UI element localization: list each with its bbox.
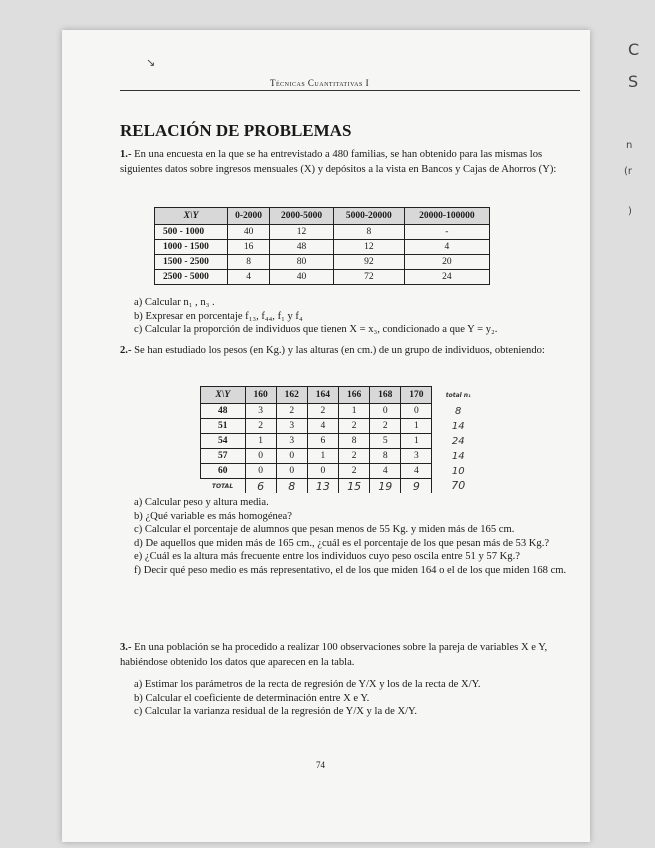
table-cell: 0: [276, 449, 307, 464]
problem-item: c) Calcular el porcentaje de alumnos que pesan menos de 55 Kg. y miden más de 165 cm.: [134, 524, 515, 535]
problem-item: d) De aquellos que miden más de 165 cm., ¿cuál es el porcentaje de los que pesan más de 53 Kg.?: [134, 537, 550, 549]
problem-2: [120, 344, 580, 359]
table-cell: 2: [370, 419, 401, 434]
header-rule: [120, 90, 580, 91]
problem-item: a) Calcular peso y altura media.: [134, 497, 269, 508]
table-header-cell: 164: [307, 387, 338, 404]
table-row: [155, 270, 490, 285]
table-header-cell: 2000-5000: [270, 208, 334, 225]
table-cell: -: [404, 225, 489, 240]
table-header-cell: X\Y: [201, 387, 246, 404]
problem-3-number: 3.-: [120, 642, 132, 653]
table-cell: 92: [333, 255, 404, 270]
problem-1-intro: En una encuesta en la que se ha entrevistado a 480 familias, se han obtenido para las mismas los siguientes datos sobre ingresos mensuales (X) y depósitos a la vista en Bancos y Cajas de Ahorros (Y):: [120, 149, 557, 175]
table-header-cell: 170: [401, 387, 432, 404]
table-cell: 40: [270, 270, 334, 285]
table-row: [155, 240, 490, 255]
edge-mark: S: [628, 72, 639, 91]
table-cell: 16: [228, 240, 270, 255]
table-cell: 1: [401, 434, 432, 449]
problem-item: c) Calcular la varianza residual de la regresión de Y/X y la de X/Y.: [134, 706, 417, 717]
problem-item: b) ¿Qué variable es más homogénea?: [134, 510, 292, 522]
running-header: Técnicas Cuantitativas I: [270, 78, 370, 88]
table-cell: 2: [339, 464, 370, 479]
table-cell: 0: [245, 464, 276, 479]
table-cell: 0: [401, 404, 432, 419]
problem-item: c) Calcular la proporción de individuos que tienen X = x₃, condicionado a que Y = y₂.: [134, 324, 498, 335]
table-cell: 4: [401, 464, 432, 479]
table-header-cell: 162: [276, 387, 307, 404]
handwritten-row-total: 10: [432, 464, 484, 479]
handwritten-col-total: 13: [307, 479, 338, 494]
table-header-cell: 20000-100000: [404, 208, 489, 225]
problem-item: a) Calcular n₁ , n₃ .: [134, 297, 215, 308]
table-cell: 4: [228, 270, 270, 285]
table-cell: 8: [339, 434, 370, 449]
table-cell: 500 - 1000: [155, 225, 228, 240]
table-cell: 2: [276, 404, 307, 419]
table-row: [201, 449, 485, 464]
income-deposit-table: [154, 207, 490, 285]
problem-1: [120, 148, 580, 177]
table-cell: 2: [339, 419, 370, 434]
handwritten-col-total: 8: [276, 479, 307, 494]
table-cell: 51: [201, 419, 246, 434]
table-cell: 72: [333, 270, 404, 285]
table-cell: 1: [401, 419, 432, 434]
table-header-cell: 160: [245, 387, 276, 404]
problem-item: b) Calcular el coeficiente de determinación entre X e Y.: [134, 692, 370, 704]
handwritten-col-total: 6: [245, 479, 276, 494]
table-header-cell: 168: [370, 387, 401, 404]
page-number: 74: [316, 760, 325, 770]
table-cell: 3: [276, 434, 307, 449]
table-cell: 48: [270, 240, 334, 255]
problem-2-items: [134, 496, 584, 577]
table-cell: 8: [370, 449, 401, 464]
table-cell: 1: [307, 449, 338, 464]
table-cell: 6: [307, 434, 338, 449]
table-cell: 1500 - 2500: [155, 255, 228, 270]
problem-item: b) Expresar en porcentaje f₁₃, f₄₄, f₁ y f₄: [134, 310, 303, 322]
handwritten-total-row: [201, 479, 485, 494]
table-row: [201, 419, 485, 434]
table-cell: 0: [245, 449, 276, 464]
weight-height-table: [200, 386, 484, 493]
edge-mark: n: [626, 140, 633, 151]
handwritten-row-total: 24: [432, 434, 484, 449]
problem-3: [120, 641, 580, 670]
table-row: [201, 464, 485, 479]
table-cell: 60: [201, 464, 246, 479]
table-cell: 0: [276, 464, 307, 479]
table-cell: 57: [201, 449, 246, 464]
table-cell: 1: [245, 434, 276, 449]
handwritten-col-total: 9: [401, 479, 432, 494]
table-cell: 40: [228, 225, 270, 240]
table-header-row: [201, 387, 485, 404]
table-cell: 48: [201, 404, 246, 419]
handwritten-row-total: 14: [432, 419, 484, 434]
table-cell: 80: [270, 255, 334, 270]
handwritten-row-total: 8: [432, 404, 484, 419]
table-cell: 3: [401, 449, 432, 464]
total-label: TOTAL: [211, 482, 234, 490]
table-cell: 2500 - 5000: [155, 270, 228, 285]
table-cell: 12: [333, 240, 404, 255]
table-header-cell: 166: [339, 387, 370, 404]
edge-mark: ): [628, 206, 632, 217]
document-page: [62, 30, 590, 842]
table-cell: 2: [307, 404, 338, 419]
table-header-row: [155, 208, 490, 225]
ink-mark: ↘: [146, 56, 156, 69]
table-cell: 12: [270, 225, 334, 240]
handwritten-header: total n₁: [432, 387, 484, 404]
table-cell: 0: [307, 464, 338, 479]
handwritten-row-total: 14: [432, 449, 484, 464]
table-cell: 8: [333, 225, 404, 240]
table-cell: 20: [404, 255, 489, 270]
problem-1-number: 1.-: [120, 149, 132, 160]
handwritten-col-total: 19: [370, 479, 401, 494]
table-row: [201, 434, 485, 449]
table-cell: 24: [404, 270, 489, 285]
table-header-cell: X\Y: [155, 208, 228, 225]
table-header-cell: 0-2000: [228, 208, 270, 225]
problem-1-items: [134, 296, 584, 337]
table-cell: 3: [276, 419, 307, 434]
table-cell: 4: [404, 240, 489, 255]
edge-mark: (r: [624, 166, 633, 177]
table-cell: 2: [245, 419, 276, 434]
problem-3-intro: En una población se ha procedido a realizar 100 observaciones sobre la pareja de variables X e Y, habiéndose obtenido los datos que aparecen en la tabla.: [120, 642, 548, 668]
table-row: [155, 225, 490, 240]
table-row: [201, 404, 485, 419]
problem-2-number: 2.-: [120, 345, 132, 356]
problem-2-intro: Se han estudiado los pesos (en Kg.) y las alturas (en cm.) de un grupo de individuos, obteniendo:: [134, 345, 545, 356]
table-cell: 54: [201, 434, 246, 449]
handwritten-grand-total: 70: [432, 479, 484, 494]
table-cell: 4: [307, 419, 338, 434]
problem-item: e) ¿Cuál es la altura más frecuente entre los individuos cuyo peso oscila entre 51 y 57 Kg.?: [134, 551, 520, 562]
handwritten-col-total: 15: [339, 479, 370, 494]
table-cell: 0: [370, 404, 401, 419]
table-cell: 1: [339, 404, 370, 419]
table-row: [155, 255, 490, 270]
table-cell: 4: [370, 464, 401, 479]
problem-3-items: [134, 678, 584, 719]
page-title: RELACIÓN DE PROBLEMAS: [120, 121, 352, 140]
table-cell: 3: [245, 404, 276, 419]
table-cell: 5: [370, 434, 401, 449]
table-cell: 2: [339, 449, 370, 464]
edge-mark: C: [628, 40, 640, 59]
table-cell: 8: [228, 255, 270, 270]
problem-item: a) Estimar los parámetros de la recta de regresión de Y/X y los de la recta de X/Y.: [134, 679, 481, 690]
table-header-cell: 5000-20000: [333, 208, 404, 225]
table-cell: 1000 - 1500: [155, 240, 228, 255]
problem-item: f) Decir qué peso medio es más representativo, el de los que miden 164 o el de los que miden 168 cm.: [134, 564, 567, 576]
